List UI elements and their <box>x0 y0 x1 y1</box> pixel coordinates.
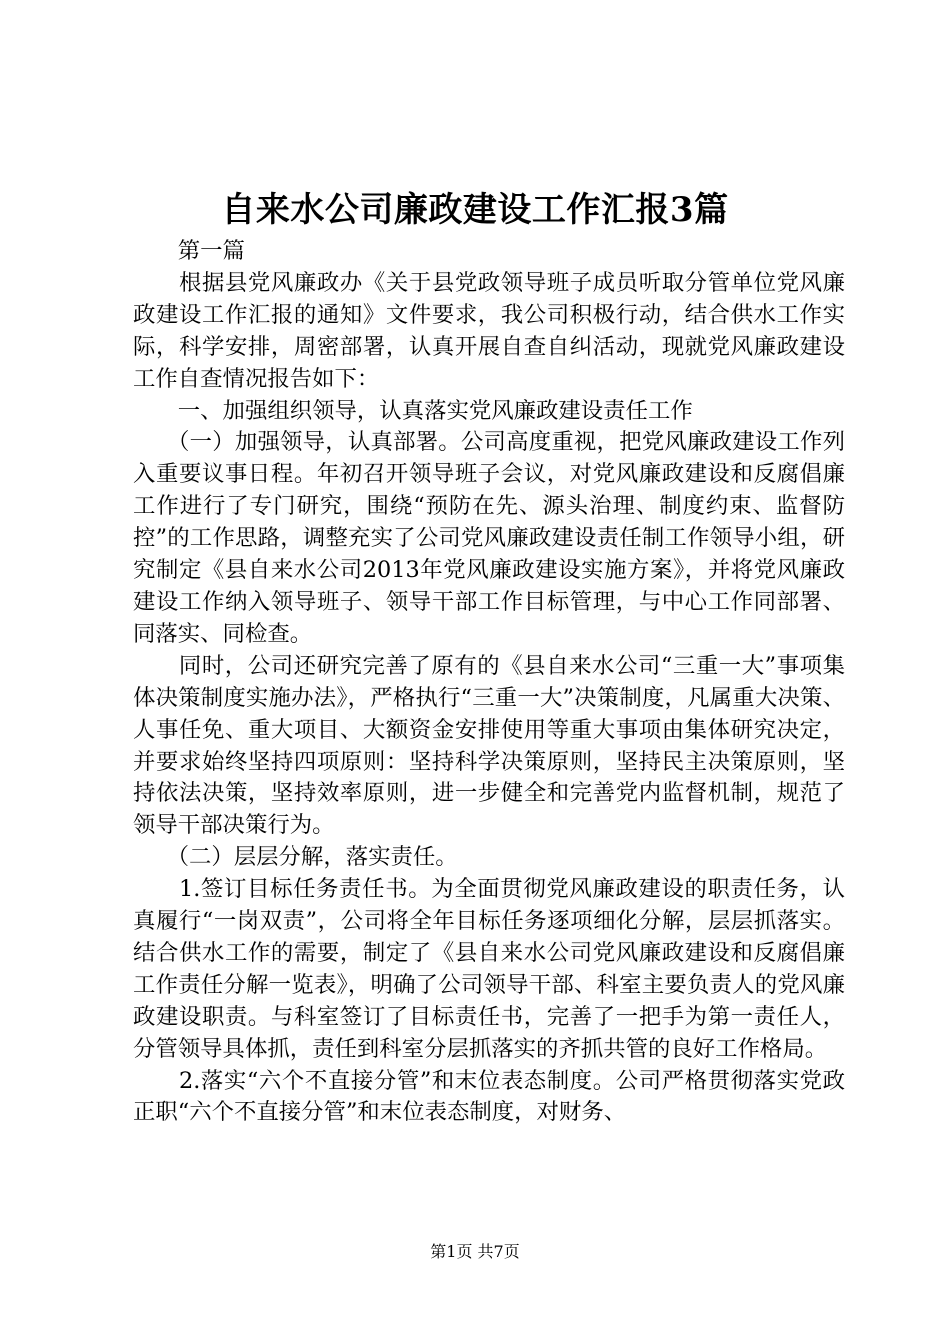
page-footer: 第1页 共7页 <box>430 1242 520 1261</box>
document-body <box>133 236 845 1129</box>
paragraph-subsection-2: （二）层层分解，落实责任。 <box>133 844 458 871</box>
paragraph-subsection-1: （一）加强领导，认真部署。公司高度重视，把党风廉政建设工作列入重要议事日程。年初召开领导班子会议，对党风廉政建设和反腐倡廉工作进行了专门研究，围绕“预防在先、源头治理、制度约束、监督防控”的工作思路，调整充实了公司党风廉政建设责任制工作领导小组，研究制定《县自来水公司2013年党风廉政建设实施方案》，并将党风廉政建设工作纳入领导班子、领导干部工作目标管理，与中心工作同部署、同落实、同检查。 <box>133 429 845 647</box>
paragraph-heading-1: 一、加强组织领导，认真落实党风廉政建设责任工作 <box>133 397 693 424</box>
paragraph-decision-system: 同时，公司还研究完善了原有的《县自来水公司“三重一大”事项集体决策制度实施办法》，严格执行“三重一大”决策制度，凡属重大决策、人事任免、重大项目、大额资金安排使用等重大事项由集体研究决定，并要求始终坚持四项原则：坚持科学决策原则，坚持民主决策原则，坚持依法决策，坚持效率原则，进一步健全和完善党内监督机制，规范了领导干部决策行为。 <box>133 652 845 839</box>
document-title: 自来水公司廉政建设工作汇报3篇 <box>221 190 729 230</box>
paragraph-item-2: 2.落实“六个不直接分管”和末位表态制度。公司严格贯彻落实党政正职“六个不直接分管”和末位表态制度，对财务、 <box>133 1067 845 1126</box>
paragraph-intro: 根据县党风廉政办《关于县党政领导班子成员听取分管单位党风廉政建设工作汇报的通知》文件要求，我公司积极行动，结合供水工作实际，科学安排，周密部署，认真开展自查自纠活动，现就党风廉政建设工作自查情况报告如下： <box>133 269 845 392</box>
paragraph-item-1: 1.签订目标任务责任书。为全面贯彻党风廉政建设的职责任务，认真履行“一岗双责”，公司将全年目标任务逐项细化分解，层层抓落实。结合供水工作的需要，制定了《县自来水公司党风廉政建设和反腐倡廉工作责任分解一览表》，明确了公司领导干部、科室主要负责人的党风廉政建设职责。与科室签订了目标责任书，完善了一把手为第一责任人，分管领导具体抓，责任到科室分层抓落实的齐抓共管的良好工作格局。 <box>133 876 845 1062</box>
paragraph-section-label: 第一篇 <box>133 238 245 264</box>
